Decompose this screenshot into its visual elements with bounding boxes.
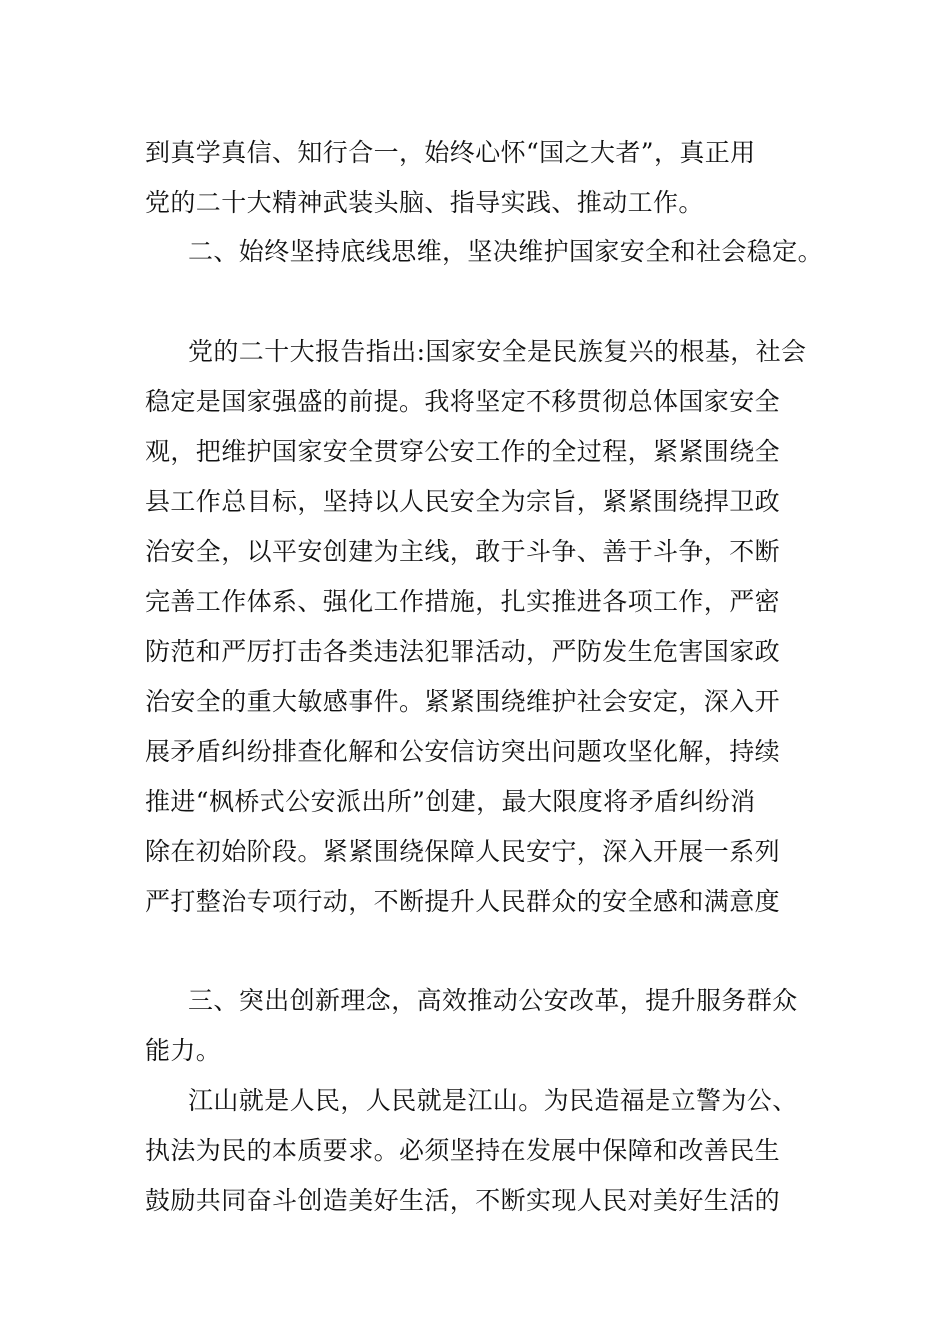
text-line: 严打整治专项行动，不断提升人民群众的安全感和满意度 bbox=[145, 887, 781, 916]
text-line: 执法为民的本质要求。必须坚持在发展中保障和改善民生 bbox=[145, 1136, 781, 1165]
text-line: 党的二十大报告指出:国家安全是民族复兴的根基，社会 bbox=[188, 337, 807, 366]
text-line: 县工作总目标，坚持以人民安全为宗旨，紧紧围绕捍卫政 bbox=[145, 487, 781, 516]
text-line: 江山就是人民，人民就是江山。为民造福是立警为公、 bbox=[188, 1086, 798, 1115]
text-line: 完善工作体系、强化工作措施，扎实推进各项工作，严密 bbox=[145, 587, 781, 616]
text-line: 稳定是国家强盛的前提。我将坚定不移贯彻总体国家安全 bbox=[145, 387, 781, 416]
text-line: 治安全的重大敏感事件。紧紧围绕维护社会安定，深入开 bbox=[145, 687, 781, 716]
text-line: 鼓励共同奋斗创造美好生活，不断实现人民对美好生活的 bbox=[145, 1186, 781, 1215]
text-line: 防范和严厉打击各类违法犯罪活动，严防发生危害国家政 bbox=[145, 637, 781, 666]
text-line: 治安全，以平安创建为主线，敢于斗争、善于斗争，不断 bbox=[145, 537, 781, 566]
section-heading: 三、突出创新理念，高效推动公安改革，提升服务群众 bbox=[188, 986, 798, 1015]
section-heading: 二、始终坚持底线思维，坚决维护国家安全和社会稳定。 bbox=[188, 237, 824, 266]
text-line: 推进“枫桥式公安派出所”创建，最大限度将矛盾纠纷消 bbox=[145, 787, 756, 816]
section-heading-continuation: 能力。 bbox=[145, 1036, 222, 1065]
text-line: 除在初始阶段。紧紧围绕保障人民安宁，深入开展一系列 bbox=[145, 837, 781, 866]
text-line: 展矛盾纠纷排查化解和公安信访突出问题攻坚化解，持续 bbox=[145, 737, 781, 766]
text-line: 到真学真信、知行合一，始终心怀“国之大者”，真正用 bbox=[145, 138, 756, 167]
text-line: 观，把维护国家安全贯穿公安工作的全过程，紧紧围绕全 bbox=[145, 437, 781, 466]
text-line: 党的二十大精神武装头脑、指导实践、推动工作。 bbox=[145, 188, 704, 217]
